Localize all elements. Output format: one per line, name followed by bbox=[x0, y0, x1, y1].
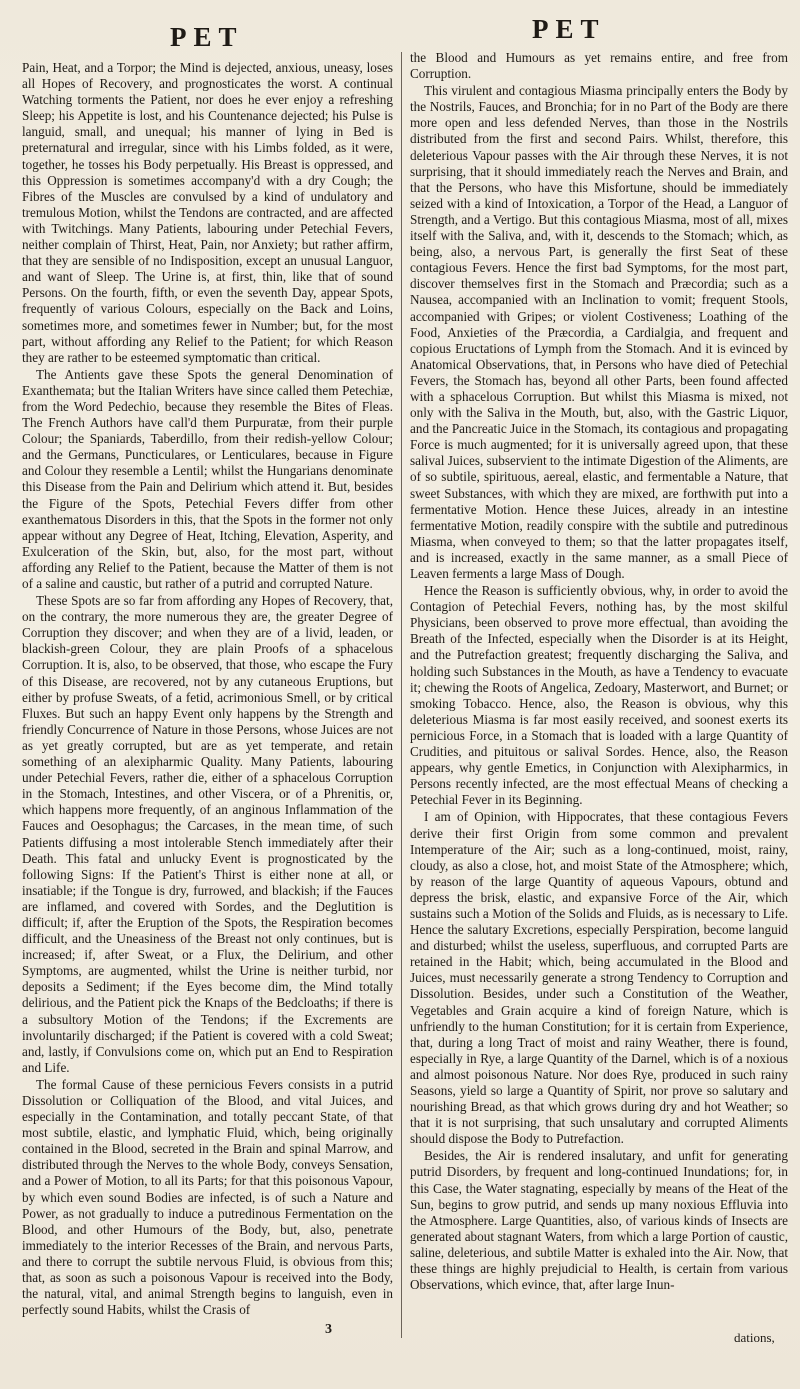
paragraph: Pain, Heat, and a Torpor; the Mind is dejected, anxious, uneasy, loses all Hopes of Recovery, and prognosticates the worst. A continual Watching torments the Patient, nor does he ever enjoy a refreshing Sleep; his Appetite is lost, and his Countenance dejected; his Pulse is languid, small, and unequal; his manner of lying in Bed is preternatural and irregular, since with his Limbs folded, as it were, together, he tosses his Body perpetually. His Breast is oppressed, and this Oppression is sometimes accompany'd with a dry Cough; the Fibres of the Muscles are convulsed by a kind of undulatory and tremulous Motion, whilst the Tendons are contracted, and are affected with Twitchings. Many Patients, labouring under Petechial Fevers, neither complain of Thirst, Heat, Pain, nor Anxiety; but rather affirm, that they are sensible of no Indisposition, except an unusual Languor, and want of Sleep. The Urine is, at first, thin, like that of sound Persons. On the fourth, fifth, or even the seventh Day, appear Spots, frequently of various Colours, especially on the Back and Loins, sometimes more, and sometimes fewer in Number; but, for the most part, without affording any Relief to the Patient; for which Reason they are rather to be esteemed symptomatic than critical. bbox=[22, 60, 393, 365]
catchword: dations, bbox=[734, 1330, 775, 1345]
page-number: 3 bbox=[325, 1322, 332, 1337]
running-head-left: PET bbox=[170, 22, 244, 52]
paragraph: The formal Cause of these pernicious Fevers consists in a putrid Dissolution or Colliquation of the Blood, and vital Juices, and especially in the Contamination, and totally peccant State, of that most subtile, elastic, and lymphatic Fluid, which, being originally contained in the Blood, secreted in the Brain and spinal Marrow, and distributed through the Nerves to the whole Body, conveys Sensation, and a Power of Motion, to all its Parts; for that this poisonous Vapour, by which even sound Bodies are infected, is of such a Nature and Power, as not gradually to induce a putredinous Fermentation on the Blood, and other Humours of the Body, but, also, penetrate immediately to the interior Recesses of the Brain, and nervous Parts, and there to corrupt the subtile nervous Fluid, is obvious from this; that, as soon as such a poisonous Vapour is received into the Body, the natural, vital, and animal Strength begins to languish, even in perfectly sound Habits, whilst the Crasis of bbox=[22, 1076, 393, 1318]
paragraph: These Spots are so far from affording any Hopes of Recovery, that, on the contrary, the more numerous they are, the greater Degree of Corruption they discover; and when they are of a livid, leaden, or blackish-green Colour, they are plain Proofs of a sphacelous Corruption. It is, also, to be observed, that those, who escape the Fury of this Disease, are recovered, not by any cutaneous Eruptions, but either by profuse Sweats, of a fetid, acrimonious Smell, or by critical Fluxes. But such an happy Event only happens by the Strength and friendly Concurrence of Nature in those Persons, whose Juices are not as yet greatly corrupted, but are as yet temperate, and retain something of an alexipharmic Quality. Many Patients, labouring under Petechial Fevers, rather die, either of a sphacelous Corruption in the Stomach, Intestines, and other Viscera, or of a Phrenitis, or, which happens more frequently, of an anginous Inflammation of the Fauces and Oesophagus; the Carcases, in the mean time, of such Patients diffusing a most intolerable Stench immediately after their Death. This fatal and unlucky Event is prognosticated by the following Signs: If the Patient's Thirst is either none at all, or insatiable; if the Tongue is dry, furrowed, and blackish; if the Fauces are inflamed, and covered with Sordes, and the Deglutition is difficult; if, after the Eruption of the Spots, the Respiration becomes difficult, and the Uneasiness of the Breast not only continues, but is increased; if, after Sweat, or a Flux, the Delirium, and other Symptoms, are augmented, whilst the Urine is neither turbid, nor deposits a Sediment; if the Eyes become dim, the Mind totally delirious, and the Patient pick the Knaps of the Bedcloaths; if there is a subsultory Motion of the Tendons; if the Excrements are involuntarily discharged; if the Patient is covered with a cold Sweat; and, lastly, if Convulsions come on, which put an End to Respiration and Life. bbox=[22, 593, 393, 1075]
paragraph: This virulent and contagious Miasma principally enters the Body by the Nostrils, Fauces, and Bronchia; for in no Part of the Body are there more open and less defended Nerves, than those in the Nostrils distributed from the first and second Pairs. Whilst, therefore, this deleterious Vapour passes with the Air through these Nerves, it is not surprising, that it should immediately reach the Nerves and Brain, and that the Persons, who have this Misfortune, should be immediately seized with a kind of Intoxication, a Torpor of the Head, a Languor of Strength, and a Vertigo. But this contagious Miasma, most of all, mixes itself with the Saliva, and, with it, descends to the Stomach; which, as being, also, a nervous Part, is generally the first Seat of these contagious Fevers. Hence the first bad Symptoms, for the most part, discover themselves first in the Stomach and Præcordia; such as a Nausea, accompanied with an Inclination to vomit; frequent Stools, accompanied with Gripes; or violent Costiveness; Loathing of the Food, Anxieties of the Præcordia, a Cardialgia, and frequent and copious Eructations of Lymph from the Stomach. And it is evinced by Anatomical Observations, that, in Persons who have died of Petechial Fevers, the Stomach has, beyond all other Parts, been found affected with a sphacelous Corruption. But whilst this Miasma is mixed, not only with the Saliva in the Mouth, but, also, with the Gastric Liquor, and the Pancreatic Juice in the Stomach, its contagious and propagating Force is much augmented; for it is universally agreed upon, that these salival Juices, subservient to the intimate Digestion of the Aliments, are of so subtile, spirituous, aereal, elastic, and fermentable a Nature, that sweet Substances, with which they are mixed, are forthwith put into a fermentative Motion. Hence these Juices, already in an intestine fermentative Motion, readily conspire with the subtile and putredinous Miasma, when conveyed to them; so that the latter propagates itself, and is increased, exactly in the same manner, as a small Piece of Leaven ferments a large Mass of Dough. bbox=[410, 83, 788, 581]
paragraph: Besides, the Air is rendered insalutary, and unfit for generating putrid Disorders, by frequent and long-continued Inundations; for, in this Case, the Water stagnating, especially by means of the Heat of the Sun, begins to grow putrid, and sends up many noxious Effluvia into the Atmosphere. Large Quantities, also, of various kinds of Insects are generated about stagnant Waters, from which a large Portion of caustic, saline, deleterious, and subtile Matter is exhaled into the Air. Now, that these things are highly prejudicial to Health, is certain from various Observations, which evince, that, after large Inun- bbox=[410, 1148, 788, 1293]
paragraph: the Blood and Humours as yet remains entire, and free from Corruption. bbox=[410, 50, 788, 82]
paragraph: The Antients gave these Spots the general Denomination of Exanthemata; but the Italian Writers have since called them Petechiæ, from the Word Pedechio, because they resemble the Bites of Fleas. The French Authors have call'd them Purpuratæ, from their purple Colour; the Spaniards, Taberdillo, from their redish-yellow Colour; and the Germans, Puncticulares, or Lenticulares, because in Figure and Colour they resemble a Lentil; whilst the Hungarians denominate this Disease from the Pain and Delirium which attend it. But, besides the Figure of the Spots, Petechial Fevers differ from other exanthematous Disorders in this, that the Spots in the former not only appear without any Degree of Heat, Itching, Elevation, Asperity, and Exulceration of the Skin, but, also, for the most part, without affording any Relief to the Patient, because the Matter of them is not of a saline and caustic, but rather of a putrid and corrupted Nature. bbox=[22, 366, 393, 591]
paragraph: Hence the Reason is sufficiently obvious, why, in order to avoid the Contagion of Petechial Fevers, nothing has, by the most skilful Physicians, been observed to prove more effectual, than avoiding the Breath of the Infected, especially when the Disorder is at its Height, and the Putrefaction greatest; frequently discharging the Saliva, and holding such Substances in the Mouth, as have a Tendency to evacuate it; chewing the Roots of Angelica, Zedoary, Masterwort, and Burnet; or smoking Tobacco. Hence, also, the Reason is obvious, why this deleterious Miasma is far most easily received, and soonest exerts its pernicious Force, in a Stomach that is loaded with a large Quantity of Crudities, and pituitous or salival Sordes. Hence, also, the Reason appears, why gentle Emetics, in Conjunction with Alexipharmics, in Persons recently infected, are the most effectual Means of checking a Petechial Fever in its Beginning. bbox=[410, 583, 788, 808]
left-column bbox=[22, 60, 393, 1342]
column-divider bbox=[401, 52, 402, 1338]
right-column bbox=[410, 50, 788, 1332]
paragraph: I am of Opinion, with Hippocrates, that these contagious Fevers derive their first Origin from some common and prevalent Intemperature of the Air; such as a long-continued, moist, rainy, cloudy, as also a close, hot, and moist State of the Atmosphere; which, by reason of the large Quantity of aqueous Vapours, obtund and depress the brisk, elastic, and expansive Force of the Air, which sustains such a Motion of the Solids and Fluids, as is necessary to Life. Hence the salutary Excretions, especially Perspiration, become languid and disturbed; whilst the useless, superfluous, and corrupted Parts are retained in the Habit; which, being accumulated in the Blood and Juices, must necessarily generate a strong Tendency to Corruption and Dissolution. Besides, under such a Constitution of the Weather, Vegetables and Grain acquire a kind of foreign Nature, which is unfriendly to the human Constitution; for it is certain from Experience, that, during a long Tract of moist and rainy Weather, there is found, especially in Rye, a large Quantity of the Darnel, which is of a noxious and almost poisonous Nature. Nor does Rye, produced in such rainy Seasons, yield so large a Quantity of Spirit, nor prove so salutary and nourishing Bread, as that which grows during dry and hot Weather; so that it is not surprising, that such unsalutary and corrupted Aliments should dispose the Body to Putrefaction. bbox=[410, 809, 788, 1147]
running-head-right: PET bbox=[532, 14, 606, 44]
